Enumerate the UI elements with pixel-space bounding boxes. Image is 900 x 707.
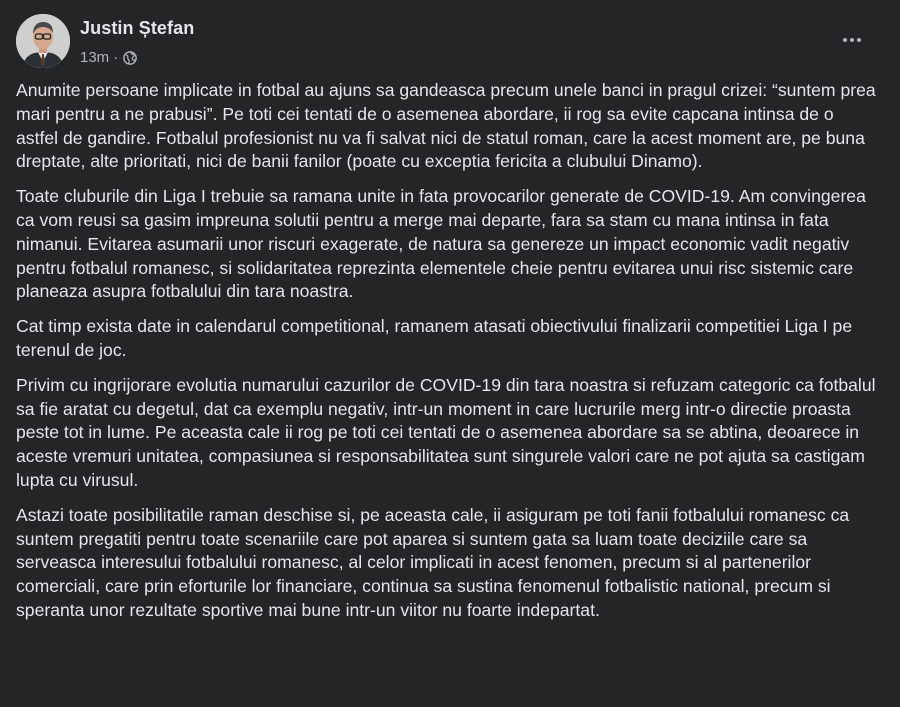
globe-icon[interactable]: [123, 51, 137, 65]
post-paragraph: Anumite persoane implicate in fotbal au ajuns sa gandeasca precum unele banci in pragul crizei: “suntem prea mari pentru a ne prabusi”. Pe toti cei tentati de o asemenea abordare, ii rog sa evite capcana intinsa de o astfel de gandire. Fotbalul profesionist nu va fi salvat nici de statul roman, care la acest moment are, pe buna dreptate, alte prioritati, nici de banii fanilor (poate cu exceptia fericita a clubului Dinamo).: [16, 80, 876, 172]
post-meta: [80, 49, 137, 66]
more-dots-icon: [843, 38, 847, 42]
more-options-button[interactable]: [832, 26, 872, 54]
post-paragraph: Cat timp exista date in calendarul competitional, ramanem atasati obiectivului finalizarii competitiei Liga I pe terenul de joc.: [16, 316, 853, 360]
avatar-image: [16, 14, 70, 68]
author-name[interactable]: Justin Ștefan: [80, 18, 195, 38]
post-paragraph: Astazi toate posibilitatile raman deschise si, pe aceasta cale, ii asiguram pe toti fanii fotbalului romanesc ca suntem pregatiti pentru toate scenariile care pot aparea si suntem gata sa luam toate deciziile care sa serveasca interesului fotbalului romanesc, al celor implicati in acest fenomen, precum si al partenerilor comerciali, care prin eforturile lor financiare, continua sa sustina fenomenul fotbalistic national, precum si speranta unor rezultate sportive mai bune intr-un viitor nu foarte indepartat.: [16, 504, 850, 620]
meta-separator: ·: [113, 49, 119, 66]
post-paragraph: Toate cluburile din Liga I trebuie sa ramana unite in fata provocarilor generate de COVID-19. Am convingerea ca vom reusi sa gasim impreuna solutii pentru a merge mai departe, fara sa stam cu mana intinsa in fata nimanui. Evitarea asumarii unor riscuri exagerate, de natura sa genereze un impact economic vadit negativ pentru fotbalul romanesc, si solidaritatea reprezinta elementele cheie pentru evitarea unui risc sistemic care planeaza asupra fotbalului din tara noastra.: [16, 186, 866, 302]
post-time[interactable]: 13m: [80, 49, 110, 66]
post-paragraph: Privim cu ingrijorare evolutia numarului cazurilor de COVID-19 din tara noastra si refuzam categoric ca fotbalul sa fie aratat cu degetul, dat ca exemplu negativ, intr-un moment in care lucrurile merg intr-o directie proasta peste tot in lume. Pe aceasta cale ii rog pe toti cei tentati de o asemenea abordare sa se abtina, deoarece in aceste vremuri unitatea, compasiunea si responsabilitatea sunt singurele valori care ne pot ajuta sa castigam lupta cu virusul.: [16, 374, 876, 490]
post-header: [16, 12, 884, 72]
avatar[interactable]: [16, 14, 70, 68]
post-text: [16, 79, 878, 634]
